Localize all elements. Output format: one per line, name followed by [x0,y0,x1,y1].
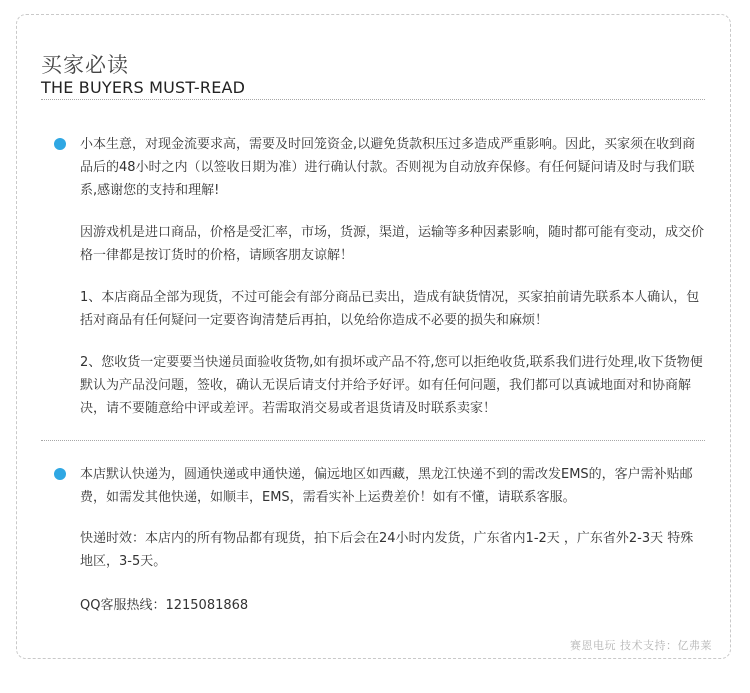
section1-bullet-icon [54,138,66,150]
page-subtitle: THE BUYERS MUST-READ [41,78,246,97]
page-title: 买家必读 [41,53,129,77]
section2-paragraph-2: 快递时效：本店内的所有物品都有现货，拍下后会在24小时内发货，广东省内1-2天 ，广东省外2-3天 特殊地区，3-5天。 [80,531,694,569]
footer-credit: 赛恩电玩 技术支持：亿弗莱 [570,639,712,652]
section-divider [41,440,705,441]
section1-paragraph-2: 因游戏机是进口商品，价格是受汇率，市场，货源，渠道，运输等多种因素影响，随时都可能有变动，成交价格一律都是按订货时的价格，请顾客朋友谅解！ [80,225,705,263]
section2-paragraph-1: 本店默认快递为，圆通快递或申通快递，偏远地区如西藏，黑龙江快递不到的需改发EMS的，客户需补贴邮费，如需发其他快递，如顺丰，EMS，需看实补上运费差价！如有不懂，请联系客服。 [80,467,693,505]
header-divider [41,99,705,100]
section1-paragraph-1: 小本生意，对现金流要求高，需要及时回笼资金,以避免货款积压过多造成严重影响。因此，买家须在收到商品后的48小时之内（以签收日期为准）进行确认付款。否则视为自动放弃保修。有任何疑问请及时与我们联系,感谢您的支持和理解! [80,137,696,198]
section2-bullet-icon [54,468,66,480]
section1-paragraph-4: 2、您收货一定要要当快递员面验收货物,如有损坏或产品不符,您可以拒绝收货,联系我们进行处理,收下货物便默认为产品没问题，签收，确认无误后请支付并给予好评。如有任何问题，我们都可以真诚地面对和协商解决，请不要随意给中评或差评。若需取消交易或者退货请及时联系卖家！ [80,355,703,416]
section1-paragraph-3: 1、本店商品全部为现货，不过可能会有部分商品已卖出，造成有缺货情况，买家拍前请先联系本人确认，包括对商品有任何疑问一定要咨询清楚后再拍，以免给你造成不必要的损失和麻烦！ [80,290,700,328]
qq-hotline: QQ客服热线：1215081868 [80,598,249,613]
